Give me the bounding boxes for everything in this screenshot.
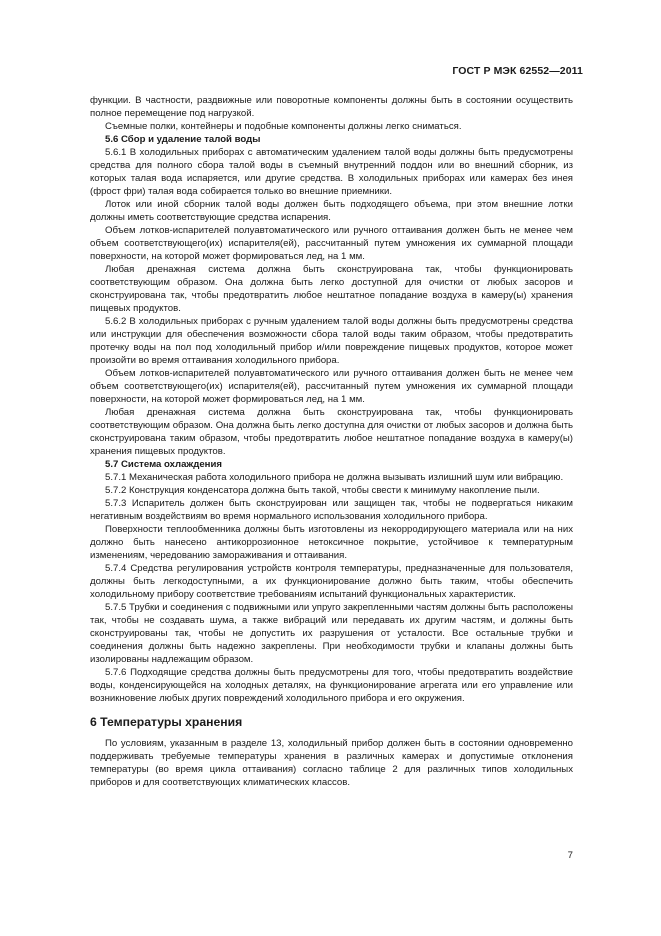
paragraph: Объем лотков-испарителей полуавтоматического или ручного оттаивания должен быть не менее чем объем соответствующего(их) испарителя(ей), рассчитанный путем умножения их суммарной площади поверхности, на которой может формироваться лед, на 1 мм.	[90, 368, 573, 405]
paragraph: 5.7.3 Испаритель должен быть сконструирован или защищен так, чтобы не подвергаться никаким негативным воздействиям во время нормального использования холодильного прибора.	[90, 498, 573, 522]
paragraph: Любая дренажная система должна быть сконструирована так, чтобы функционировать соответствующим образом. Она должна быть легко доступной для очистки от любых засоров и сконструирована так, чтобы предотвратить любое нештатное попадание воздуха в камеру(ы) хранения пищевых продуктов.	[90, 264, 573, 314]
paragraph: 5.7.1 Механическая работа холодильного прибора не должна вызывать излишний шум или вибрацию.	[105, 472, 564, 483]
paragraph: Любая дренажная система должна быть сконструирована так, чтобы функционировать соответствующим образом. Она должна быть легко доступна для очистки от любых засоров и должна быть сконструирована таким образом, чтобы предотвратить любое нештатное попадание воздуха в камеру(ы) хранения пищевых продуктов.	[90, 407, 573, 457]
document-header: ГОСТ Р МЭК 62552—2011	[452, 65, 583, 77]
subsection-heading-5-6: 5.6 Сбор и удаление талой воды	[105, 134, 261, 145]
document-body	[90, 94, 573, 789]
subsection-heading-5-7: 5.7 Система охлаждения	[105, 459, 222, 470]
paragraph: 5.6.2 В холодильных приборах с ручным удалением талой воды должны быть предусмотрены средства или инструкции для обеспечения возможности сбора талой воды таким образом, чтобы предотвратить протечку воды на пол под холодильный прибор и/или повреждение пищевых продуктов, которое может произойти во время оттаивания холодильного прибора.	[90, 316, 573, 366]
paragraph: 5.6.1 В холодильных приборах с автоматическим удалением талой воды должны быть предусмотрены средства для полного сбора талой воды в съемный внутренний поддон или во внешний сборник, из которых талая вода испаряется, или другие средства. В холодильных приборах или камерах без инея (фрост фри) талая вода собирается только во внешние приемники.	[90, 147, 573, 197]
paragraph: Съемные полки, контейнеры и подобные компоненты должны легко сниматься.	[105, 121, 462, 132]
paragraph: 5.7.4 Средства регулирования устройств контроля температуры, предназначенные для пользователя, должны быть легкодоступными, а их функционирование должно быть таким, чтобы обеспечить холодильному прибору соответствие требованиям испытаний функциональных характеристик.	[90, 563, 573, 600]
section-heading-6: 6 Температуры хранения	[90, 715, 243, 729]
paragraph: Поверхности теплообменника должны быть изготовлены из некорродирующего материала или на них должно быть нанесено антикоррозионное нетоксичное покрытие, устойчивое к температурным изменениям, чередованию замораживания и оттаивания.	[90, 524, 573, 561]
paragraph: 5.7.2 Конструкция конденсатора должна быть такой, чтобы свести к минимуму накопление пыли.	[105, 485, 540, 496]
paragraph: 5.7.6 Подходящие средства должны быть предусмотрены для того, чтобы предотвратить воздействие воды, конденсирующейся на холодных деталях, на функционирование агрегата или его управление или возникновение любых других повреждений холодильного прибора и его окружения.	[90, 667, 573, 704]
paragraph: Объем лотков-испарителей полуавтоматического или ручного оттаивания должен быть не менее чем объем соответствующего(их) испарителя(ей), рассчитанный путем умножения их суммарной площади поверхности, на которой может формироваться лед, на 1 мм.	[90, 225, 573, 262]
paragraph: По условиям, указанным в разделе 13, холодильный прибор должен быть в состоянии одновременно поддерживать требуемые температуры хранения в различных камерах и допустимые отклонения температуры (во время цикла оттаивания) согласно таблице 2 для различных типов холодильных приборов и для соответствующих климатических классов.	[90, 738, 573, 788]
paragraph: Лоток или иной сборник талой воды должен быть подходящего объема, при этом внешние лотки должны иметь соответствующие средства испарения.	[90, 199, 573, 223]
page-number: 7	[567, 850, 573, 861]
paragraph: 5.7.5 Трубки и соединения с подвижными или упруго закрепленными частям должны быть расположены так, чтобы не создавать шума, а также вибраций или передавать их другим частям, и должны быть сконструированы так, чтобы не допустить их разрушения от усталости. Все остальные трубки и соединения должны быть надежно закреплены. При необходимости трубки и клапаны должны быть изолированы надлежащим образом.	[90, 602, 573, 665]
paragraph: функции. В частности, раздвижные или поворотные компоненты должны быть в состоянии осуществить полное перемещение под нагрузкой.	[90, 95, 573, 119]
